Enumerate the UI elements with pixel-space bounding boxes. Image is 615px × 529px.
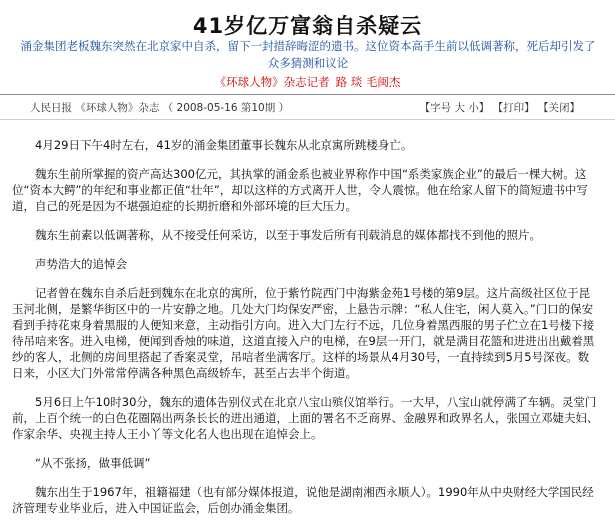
paragraph: 魏东生前素以低调著称，从不接受任何采访，以至于事发后所有刊载消息的媒体都找不到他的照片。 [35,228,541,242]
paragraph: 魏东生前所掌握的资产高达300亿元，其执掌的涌金系也被业界称作中国“系类家族企业”的最后一棵大树。这位“资本大鳄”的年纪和事业都正值“壮年”，却以这样的方式离开人世，令人震惊。他在给家人留下的简短遗书中写道，自己的死是因为不堪强迫症的长期折磨和外部环境的巨大压力。 [12,167,588,213]
paragraph: 4月29日下午4时左右，41岁的涌金集团董事长魏东从北京寓所跳楼身亡。 [35,138,413,152]
byline-source: 《环球人物》杂志记者 [214,75,330,89]
paragraph: 记者曾在魏东自杀后赶到魏东在北京的寓所，位于紫竹院西门中海紫金苑1号楼的第9层。这片高级社区位于昆玉河北侧，是繁华街区中的一片安静之地。几处大门均保安严密，上悬告示牌：“私人住宅，闲人莫入。”门口的保安看到手持花束身着黑服的人便知来意，主动指引方向。进入大门左行不远，几位身着黑西服的男子伫立在1号楼下接待吊唁来客。进入电梯，便闻到香烛的味道，这道直接入户的电梯，在9层一开门，就是满目花篮和进进出出戴着黑纱的客人，北侧的房间里搭起了香案灵堂，吊唁者坐满客厅。这样的场景从4月30号，一直持续到5月5号深夜。数日来，小区大门外常常停满各种黑色高级轿车，甚至占去半个街道。 [12,286,595,380]
byline [0,74,615,90]
close-link[interactable]: 【关闭】 [538,102,580,114]
font-small-link[interactable]: 小】 [468,102,490,114]
paragraph: 魏东出生于1967年，祖籍福建（也有部分媒体报道，说他是湖南湘西永顺人）。1990年从中央财经大学国民经济管理专业毕业后，进入中国证监会，后创办涌金集团。 [12,485,594,515]
page-title: 41岁亿万富翁自杀疑云 [192,14,423,38]
font-large-link[interactable]: 大 [454,102,465,114]
paragraph: 5月6日上午10时30分，魏东的遗体告别仪式在北京八宝山殡仪馆举行。一大早，八宝山就停满了车辆。灵堂门前，上百个统一的白色花圈隔出两条长长的进出通道，上面的署名不乏商界、金融界和政界名人，张国立邓婕夫妇、作家余华、央视主持人王小丫等文化名人也出现在追悼会上。 [12,395,599,441]
divider-body [0,119,615,120]
section-heading: “从不张扬，做事低调” [35,456,151,470]
section-heading: 声势浩大的追悼会 [35,257,127,271]
article-summary: 涌金集团老板魏东突然在北京家中自杀，留下一封措辞晦涩的遗书。这位资本高手生前以低调著称，死后却引发了众多猜测和议论 [20,39,596,70]
article-body [12,137,600,529]
article-tools [420,100,580,115]
font-size-label: 【字号 [419,102,452,114]
byline-authors: 路 琰 毛闽杰 [335,75,401,89]
divider-top [0,94,615,95]
source-line: 人民日报 《环球人物》杂志 （ 2008-05-16 第10期 ） [30,102,290,114]
print-link[interactable]: 【打印】 [492,102,535,114]
